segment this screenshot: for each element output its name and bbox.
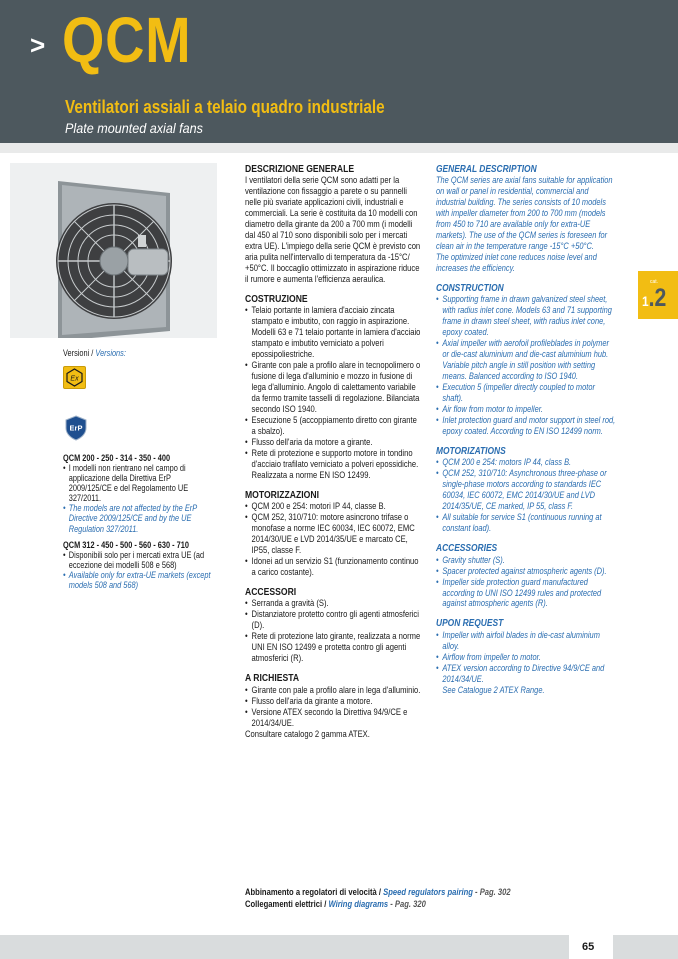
list-item: • Rete di protezione e supporto motore in tondino d'acciaio trafilato verniciato a polveri epossidiche. Realizzata a norme EN ISO 12499.	[245, 448, 421, 481]
speed-regulators-ref[interactable]	[245, 886, 511, 898]
versions-label-en: Versions:	[95, 348, 126, 358]
costruzione-heading: COSTRUZIONE	[245, 293, 308, 306]
list-item: • Axial impeller with aerofoil profileblades in polymer or die-cast aluminium and die-cast aluminium hub. Variable pitch angle in still position with setting means. Balanced according to ISO 1940.	[436, 338, 616, 382]
italian-column	[245, 163, 421, 748]
wiring-diagrams-ref-it: Collegamenti elettrici /	[245, 899, 329, 910]
speed-regulators-ref-en: Speed regulators pairing	[383, 887, 473, 897]
versions-label: Versioni /	[63, 348, 96, 358]
list-item: • Impeller with airfoil blades in die-cast aluminium alloy.	[436, 630, 616, 652]
construction-heading: CONSTRUCTION	[436, 282, 504, 295]
general-text-2: The optimized inlet cone reduces noise level and increases the efficiency.	[436, 252, 597, 274]
english-column	[436, 163, 616, 704]
list-item: • Esecuzione 5 (accoppiamento diretto con girante a sbalzo).	[245, 415, 421, 437]
list-item: • QCM 252, 310/710: motore asincrono trifase o monofase a norme IEC 60034, IEC 60072, EMC 2014/30/UE e LVD 2014/35/UE e marcato CE, IP55, classe F.	[245, 512, 421, 556]
list-item: • Distanziatore protetto contro gli agenti atmosferici (D).	[245, 609, 421, 631]
descrizione-heading: DESCRIZIONE GENERALE	[245, 163, 355, 175]
header-divider	[0, 143, 678, 153]
general-text: The QCM series are axial fans suitable for application on wall or panel in residential, commercial and industrial building. The series consists of 10 models with impeller diameter from 200 to 700 mm (models from 450 to 710 are available only for extra-UE markets). The use of the QCM series is foreseen for clean air in the temperature range -15°C +50°C.	[436, 175, 613, 252]
subtitle-english: Plate mounted axial fans	[65, 120, 203, 136]
category-number	[642, 284, 666, 313]
construction-section	[436, 282, 616, 437]
model-group-1-title: QCM 200 - 250 - 314 - 350 - 400	[63, 453, 171, 463]
motorizzazioni-section	[245, 489, 421, 578]
erp-shield-icon	[64, 415, 88, 441]
list-item: • Idonei ad un servizio S1 (funzionamento continuo a carico costante).	[245, 556, 421, 578]
atex-hexagon-icon	[64, 367, 85, 388]
model-group-1-note-en: • The models are not affected by the ErP Directive 2009/125/CE and by the UE Regulation 327/2011.	[63, 503, 215, 533]
list-item: • Airflow from impeller to motor.	[436, 652, 616, 663]
accessories-heading: ACCESSORIES	[436, 542, 498, 555]
richiesta-section	[245, 672, 421, 739]
category-number-sub: .2	[648, 284, 667, 312]
wiring-diagrams-ref-en: Wiring diagrams	[328, 899, 389, 910]
page-header	[0, 0, 678, 143]
list-item: • Versione ATEX secondo la Direttiva 94/9/CE e 2014/34/UE.	[245, 707, 421, 729]
atex-badge-text: Ex	[70, 375, 79, 383]
speed-regulators-ref-it: Abbinamento a regolatori di velocità /	[245, 887, 384, 897]
list-item: • Execution 5 (impeller directly coupled to motor shaft).	[436, 382, 616, 404]
list-item: • Spacer protected against atmospheric agents (D).	[436, 566, 616, 577]
page-footer	[0, 935, 678, 959]
erp-badge	[64, 415, 88, 441]
general-section	[436, 163, 616, 274]
chevron-icon: >	[30, 30, 46, 60]
model-group-2	[63, 540, 215, 590]
list-item: • Rete di protezione lato girante, realizzata a norme UNI EN ISO 12499 e protetta contro gli agenti atmosferici (R).	[245, 631, 421, 664]
product-photo	[10, 163, 217, 338]
wiring-diagrams-ref-page: - Pag. 320	[388, 899, 426, 910]
motorizations-heading: MOTORIZATIONS	[436, 445, 506, 458]
cross-references	[245, 886, 511, 910]
general-heading: GENERAL DESCRIPTION	[436, 163, 537, 175]
list-item: • All suitable for service S1 (continuous running at constant load).	[436, 512, 616, 534]
costruzione-section	[245, 293, 421, 481]
model-group-2-note-it: • Disponibili solo per i mercati extra UE (ad eccezione dei modelli 508 e 568)	[63, 550, 215, 570]
descrizione-text: I ventilatori della serie QCM sono adatti per la ventilazione con fissaggio a parete o su pannelli nelle più svariate applicazioni civili, industriali e commerciali. La serie è costituita da 10 modelli con diametro della girante da 200 a 700 mm (i modelli dal 450 al 710 sono disponibili solo per i mercati extra UE). L'impiego della serie QCM è previsto con aria pulita nell'intervallo di temperatura da -15°C/ +50°C. Il boccaglio ottimizzato in aspirazione riduce il rumore e aumenta l'efficienza aeraulica.	[245, 175, 421, 285]
list-item: • Girante con pale a profilo alare in tecnopolimero o fusione di lega d'alluminio e mozzo in fusione di lega d'alluminio. Angolo di calettamento variabile da fermo tramite tasselli di regolazione. Bilanciata secondo ISO 1940.	[245, 360, 421, 415]
list-item: • Flusso dell'aria da girante a motore.	[245, 696, 421, 707]
list-item: • Telaio portante in lamiera d'acciaio zincata stampato e imbutito, con raggio in aspirazione. Modelli 63 e 71 telaio portante in lamiera d'acciaio stampato e imbutito verniciato a polveri epossipoliestriche.	[245, 305, 421, 360]
atex-badge	[63, 366, 86, 389]
model-group-1	[63, 453, 215, 534]
accessori-heading: ACCESSORI	[245, 586, 297, 599]
list-item: • Air flow from motor to impeller.	[436, 404, 616, 415]
list-item: • Inlet protection guard and motor support in steel rod, epoxy coated. According to EN ISO 12499 norm.	[436, 415, 616, 437]
category-tab-label: cat.	[650, 279, 659, 285]
category-number-main: 1	[642, 293, 649, 309]
motorizzazioni-heading: MOTORIZZAZIONI	[245, 488, 319, 501]
list-item: • Supporting frame in drawn galvanized steel sheet, with radius inlet cone. Models 63 and 71 supporting frame in drawn steel sheet, with radius inlet cone, epoxy coated.	[436, 294, 616, 338]
list-item: • Gravity shutter (S).	[436, 555, 616, 566]
accessories-section	[436, 542, 616, 609]
model-group-2-title: QCM 312 - 450 - 500 - 560 - 630 - 710	[63, 540, 189, 550]
axial-fan-illustration	[10, 163, 217, 338]
page-number: 65	[582, 941, 595, 953]
model-group-1-note-it: • I modelli non rientrano nel campo di applicazione della Direttiva ErP 2009/125/CE e del Regolamento UE 327/2011.	[63, 463, 215, 503]
list-item: • Impeller side protection guard manufactured according to UNI ISO 12499 rules and protected against atmospheric agents (R).	[436, 577, 616, 610]
wiring-diagrams-ref[interactable]	[245, 898, 511, 910]
subtitle-italian: Ventilatori assiali a telaio quadro industriale	[65, 97, 385, 117]
upon-request-section	[436, 617, 616, 695]
list-item: • Girante con pale a profilo alare in lega d'alluminio.	[245, 685, 421, 696]
category-tab	[638, 271, 678, 319]
list-item: • Serranda a gravità (S).	[245, 598, 421, 609]
richiesta-tail: Consultare catalogo 2 gamma ATEX.	[245, 728, 370, 739]
list-item: • Flusso dell'aria da motore a girante.	[245, 437, 421, 448]
versions-block	[63, 348, 194, 358]
speed-regulators-ref-page: - Pag. 302	[472, 887, 511, 897]
list-item: • QCM 200 e 254: motors IP 44, class B.	[436, 457, 616, 468]
accessori-section	[245, 586, 421, 664]
model-group-2-note-en: • Available only for extra-UE markets (except models 508 and 568)	[63, 570, 215, 590]
list-item: • ATEX version according to Directive 94/9/CE and 2014/34/UE.	[436, 663, 616, 685]
list-item: • QCM 200 e 254: motori IP 44, classe B.	[245, 501, 421, 512]
upon-request-heading: UPON REQUEST	[436, 617, 504, 630]
motorizations-section	[436, 445, 616, 534]
richiesta-heading: A RICHIESTA	[245, 672, 300, 685]
descrizione-section	[245, 163, 421, 285]
erp-badge-text: ErP	[69, 423, 83, 433]
upon-request-tail: See Catalogue 2 ATEX Range.	[442, 684, 545, 695]
product-title: QCM	[62, 4, 192, 76]
list-item: • QCM 252, 310/710: Asynchronous three-phase or single-phase motors according to standards IEC 60034, IEC 60072, EMC 2014/30/UE and LVD 2014/35/UE, CE marked, IP 55, class F.	[436, 468, 616, 512]
